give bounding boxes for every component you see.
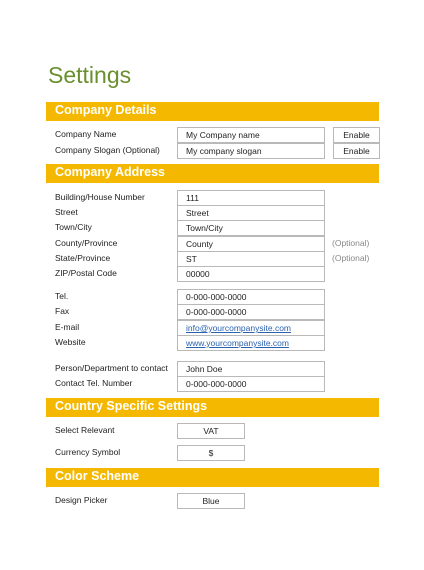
- select-relevant-label: Select Relevant: [55, 425, 115, 435]
- company-slogan-label: Company Slogan (Optional): [55, 145, 160, 155]
- town-label: Town/City: [55, 222, 92, 232]
- contact-tel-label: Contact Tel. Number: [55, 378, 133, 388]
- page-title: Settings: [48, 62, 132, 88]
- email-link[interactable]: info@yourcompanysite.com: [186, 323, 292, 333]
- company-name-label: Company Name: [55, 129, 117, 139]
- email-input[interactable]: [177, 320, 325, 336]
- email-label: E-mail: [55, 322, 80, 332]
- state-optional-note: (Optional): [332, 253, 370, 263]
- contact-tel-input[interactable]: 0-000-000-0000: [177, 376, 325, 392]
- website-link[interactable]: www.yourcompanysite.com: [186, 338, 289, 348]
- section-company-address: [46, 164, 379, 183]
- fax-label: Fax: [55, 306, 70, 316]
- company-name-input[interactable]: My Company name: [177, 127, 325, 143]
- section-title: Company Address: [55, 165, 165, 179]
- state-input[interactable]: ST: [177, 251, 325, 267]
- building-input[interactable]: 111: [177, 190, 325, 206]
- building-label: Building/House Number: [55, 192, 145, 202]
- section-country-settings: [46, 398, 379, 417]
- currency-symbol-input[interactable]: $: [177, 445, 245, 461]
- company-name-enable-button[interactable]: Enable: [333, 127, 380, 143]
- company-slogan-input[interactable]: My company slogan: [177, 143, 325, 159]
- contact-person-input[interactable]: John Doe: [177, 361, 325, 377]
- section-title: Color Scheme: [55, 469, 140, 483]
- company-slogan-enable-button[interactable]: Enable: [333, 143, 380, 159]
- town-input[interactable]: Town/City: [177, 220, 325, 236]
- select-relevant-dropdown[interactable]: VAT: [177, 423, 245, 439]
- section-title: Country Specific Settings: [55, 399, 208, 413]
- design-picker-label: Design Picker: [55, 495, 108, 505]
- section-color-scheme: [46, 468, 379, 487]
- county-optional-note: (Optional): [332, 238, 370, 248]
- county-input[interactable]: County: [177, 236, 325, 252]
- state-label: State/Province: [55, 253, 111, 263]
- tel-label: Tel.: [55, 291, 69, 301]
- website-label: Website: [55, 337, 86, 347]
- section-company-details: [46, 102, 379, 121]
- fax-input[interactable]: 0-000-000-0000: [177, 304, 325, 320]
- contact-person-label: Person/Department to contact: [55, 363, 168, 373]
- section-title: Company Details: [55, 103, 157, 117]
- zip-label: ZIP/Postal Code: [55, 268, 117, 278]
- zip-input[interactable]: 00000: [177, 266, 325, 282]
- street-label: Street: [55, 207, 78, 217]
- street-input[interactable]: Street: [177, 205, 325, 221]
- tel-input[interactable]: 0-000-000-0000: [177, 289, 325, 305]
- currency-symbol-label: Currency Symbol: [55, 447, 121, 457]
- design-picker-dropdown[interactable]: Blue: [177, 493, 245, 509]
- county-label: County/Province: [55, 238, 118, 248]
- website-input[interactable]: [177, 335, 325, 351]
